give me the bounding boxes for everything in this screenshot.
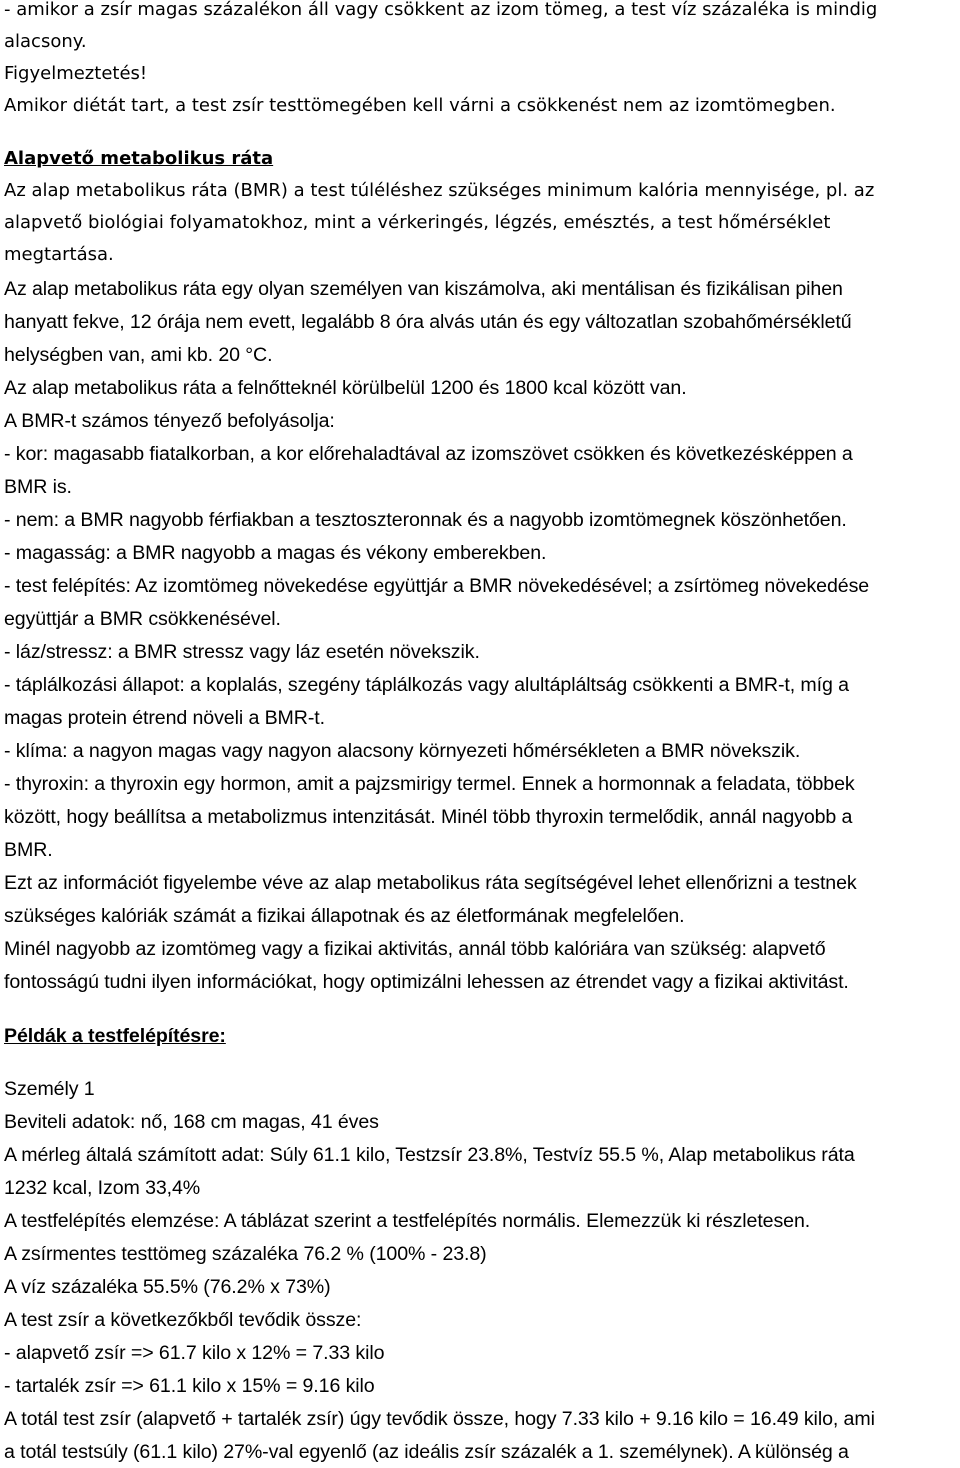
text-line: - magasság: a BMR nagyobb a magas és vékony emberekben. <box>4 542 547 564</box>
text-line: - kor: magasabb fiatalkorban, a kor előrehaladtával az izomszövet csökken és következésképpen a <box>4 443 853 465</box>
text-line: Személy 1 <box>4 1078 95 1100</box>
text-line: A mérleg általá számított adat: Súly 61.1 kilo, Testzsír 23.8%, Testvíz 55.5 %, Alap metabolikus ráta <box>4 1144 855 1166</box>
section-heading-examples: Példák a testfelépítésre: <box>4 1025 226 1047</box>
section-heading-bmr: Alapvető metabolikus ráta <box>4 148 274 169</box>
text-line: Amikor diétát tart, a test zsír testtömegében kell várni a csökkenést nem az izomtömegben. <box>4 95 836 116</box>
text-line: A BMR-t számos tényező befolyásolja: <box>4 410 335 432</box>
text-line: alacsony. <box>4 31 87 52</box>
text-line: alapvető biológiai folyamatokhoz, mint a vérkeringés, légzés, emésztés, a test hőmérséklet <box>4 212 831 233</box>
text-line: A test zsír a következőkből tevődik össze: <box>4 1309 362 1331</box>
text-line: - tartalék zsír => 61.1 kilo x 15% = 9.16 kilo <box>4 1375 375 1397</box>
text-line: A testfelépítés elemzése: A táblázat szerint a testfelépítés normális. Elemezzük ki részletesen. <box>4 1210 811 1232</box>
text-line: 1232 kcal, Izom 33,4% <box>4 1177 201 1199</box>
text-line: - táplálkozási állapot: a koplalás, szegény táplálkozás vagy alultápláltság csökkenti a BMR-t, míg a <box>4 674 849 696</box>
text-line: a totál testsúly (61.1 kilo) 27%-val egyenlő (az ideális zsír százalék a 1. személynek). A különség a <box>4 1441 849 1463</box>
text-line: - amikor a zsír magas százalékon áll vagy csökkent az izom tömeg, a test víz százaléka is mindig <box>4 0 878 20</box>
text-line: - láz/stressz: a BMR stressz vagy láz esetén növekszik. <box>4 641 480 663</box>
text-line: szükséges kalóriák számát a fizikai állapotnak és az életformának megfelelően. <box>4 905 685 927</box>
text-line: A totál test zsír (alapvető + tartalék zsír) úgy tevődik össze, hogy 7.33 kilo + 9.16 kilo = 16.49 kilo, ami <box>4 1408 875 1430</box>
text-line: A víz százaléka 55.5% (76.2% x 73%) <box>4 1276 331 1298</box>
text-line: - test felépítés: Az izomtömeg növekedése együttjár a BMR növekedésével; a zsírtömeg növekedése <box>4 575 870 597</box>
text-line: Ezt az információt figyelembe véve az alap metabolikus ráta segítségével lehet ellenőrizni a testnek <box>4 872 857 894</box>
text-line: hanyatt fekve, 12 órája nem evett, legalább 8 óra alvás után és egy változatlan szobahőmérsékletű <box>4 311 852 333</box>
text-line: Az alap metabolikus ráta (BMR) a test túléléshez szükséges minimum kalória mennyisége, pl. az <box>4 180 875 201</box>
text-line: között, hogy beállítsa a metabolizmus intenzitását. Minél több thyroxin termelődik, annál nagyobb a <box>4 806 853 828</box>
text-line: Minél nagyobb az izomtömeg vagy a fizikai aktivitás, annál több kalóriára van szükség: alapvető <box>4 938 826 960</box>
text-line: együttjár a BMR csökkenésével. <box>4 608 281 630</box>
text-line: magas protein étrend növeli a BMR-t. <box>4 707 325 729</box>
text-line: - nem: a BMR nagyobb férfiakban a tesztoszteronnak és a nagyobb izomtömegnek köszönhetően. <box>4 509 847 531</box>
text-line: Az alap metabolikus ráta a felnőtteknél körülbelül 1200 és 1800 kcal között van. <box>4 377 687 399</box>
text-line: helységben van, ami kb. 20 °C. <box>4 344 273 366</box>
text-line: BMR is. <box>4 476 72 498</box>
text-line: fontosságú tudni ilyen információkat, hogy optimizálni lehessen az étrendet vagy a fizikai aktivitást. <box>4 971 849 993</box>
text-line: - alapvető zsír => 61.7 kilo x 12% = 7.33 kilo <box>4 1342 385 1364</box>
text-line: Figyelmeztetés! <box>4 63 148 84</box>
text-line: Beviteli adatok: nő, 168 cm magas, 41 éves <box>4 1111 379 1133</box>
text-line: - klíma: a nagyon magas vagy nagyon alacsony környezeti hőmérsékleten a BMR növekszik. <box>4 740 801 762</box>
text-line: Az alap metabolikus ráta egy olyan személyen van kiszámolva, aki mentálisan és fizikálisan pihen <box>4 278 843 300</box>
text-line: BMR. <box>4 839 53 861</box>
text-line: A zsírmentes testtömeg százaléka 76.2 % (100% - 23.8) <box>4 1243 487 1265</box>
text-line: megtartása. <box>4 244 114 265</box>
text-line: - thyroxin: a thyroxin egy hormon, amit a pajzsmirigy termel. Ennek a hormonnak a feladata, többek <box>4 773 855 795</box>
